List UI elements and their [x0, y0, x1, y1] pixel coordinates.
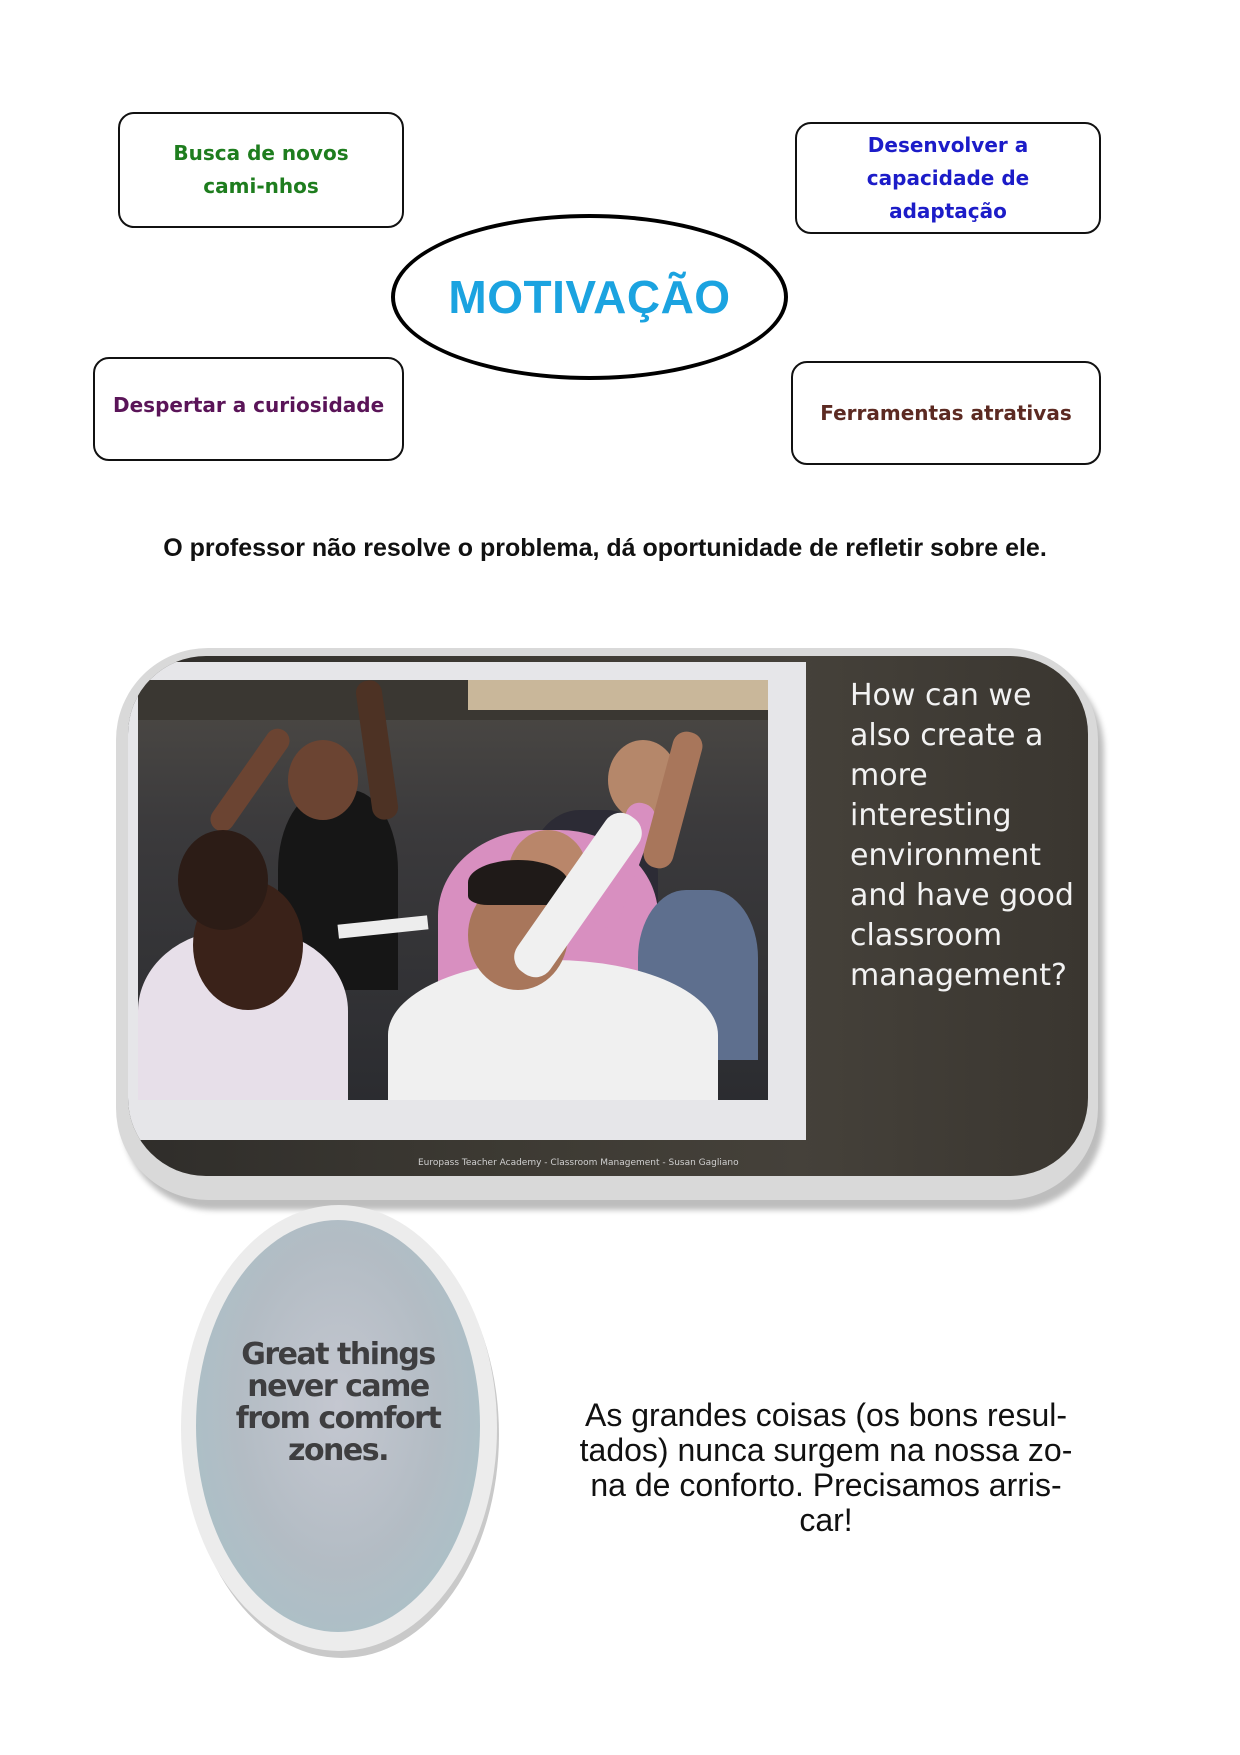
slide-photo: [128, 656, 1088, 1176]
projection-screen: [128, 662, 806, 1140]
mindmap-box-top-right: [795, 122, 1101, 234]
mindmap-box-bottom-right: [791, 361, 1101, 465]
slide-question: How can we also create a more interesting environment and have good classroom management?: [850, 678, 1074, 993]
quote-oval-image: [196, 1220, 480, 1632]
key-statement: O professor não resolve o problema, dá oportunidade de refletir sobre ele.: [163, 534, 1047, 562]
mindmap-box-bottom-left: [93, 357, 404, 461]
mindmap-box-top-left: [118, 112, 404, 228]
mindmap-text-top-left: Busca de novos cami-nhos: [173, 141, 349, 198]
mindmap-center-ellipse: [391, 214, 788, 380]
slide-footer: Europass Teacher Academy - Classroom Management - Susan Gagliano: [418, 1158, 739, 1168]
mindmap-center-label: MOTIVAÇÃO: [448, 271, 731, 323]
mindmap-text-top-right: Desenvolver a capacidade de adaptação: [866, 132, 1030, 223]
classroom-photo: [138, 680, 768, 1100]
mindmap-text-bottom-right: Ferramentas atrativas: [820, 400, 1072, 425]
quote-caption: As grandes coisas (os bons resul-tados) nunca surgem na nossa zo-na de conforto. Precisamos arris-car!: [579, 1397, 1073, 1538]
quote-text: Great things never came from comfort zones.: [235, 1337, 441, 1468]
mindmap-text-bottom-left: Despertar a curiosidade: [113, 393, 385, 417]
